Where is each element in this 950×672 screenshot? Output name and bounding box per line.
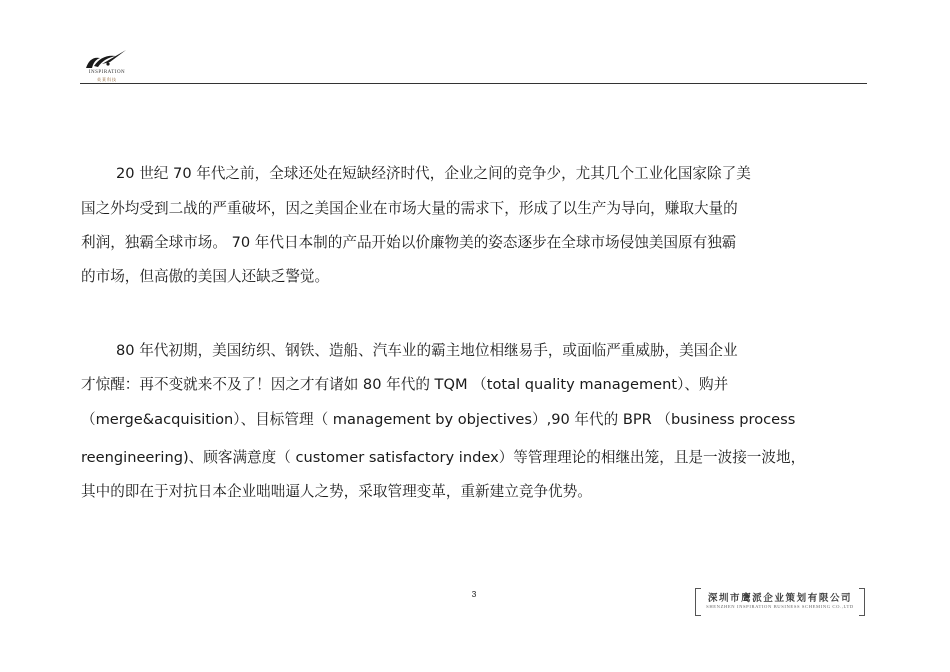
paragraph-1-line-4: 的市场，但高傲的美国人还缺乏警觉。 xyxy=(81,268,330,285)
footer-bracket-left xyxy=(695,588,701,616)
paragraph-2-line-1: 80 年代初期，美国纺织、钢铁、造船、汽车业的霸主地位相继易手，或面临严重威胁，美国企业 xyxy=(116,342,738,359)
page-number: 3 xyxy=(471,589,477,599)
paragraph-1-line-2: 国之外均受到二战的严重破坏，因之美国企业在市场大量的需求下，形成了以生产为导向，赚取大量的 xyxy=(81,200,738,217)
paragraph-2-line-4: reengineering)、顾客满意度（ customer satisfactory index）等管理理论的相继出笼，且是一波接一波地， xyxy=(81,449,806,466)
paragraph-2-line-2: 才惊醒：再不变就来不及了！因之才有诸如 80 年代的 TQM （total quality management）、购并 xyxy=(81,376,729,393)
header-divider xyxy=(80,83,867,84)
footer-company-name: 深圳市鹰派企业策划有限公司 xyxy=(707,593,853,604)
logo-subtext: 英莱科技 xyxy=(97,77,117,82)
footer-company-stamp xyxy=(695,588,865,616)
paragraph-2-line-5: 其中的即在于对抗日本企业咄咄逼人之势，采取管理变革，重新建立竞争优势。 xyxy=(81,483,592,500)
paragraph-1-line-3: 利润，独霸全球市场。 70 年代日本制的产品开始以价廉物美的姿态逐步在全球市场侵蚀美国原有独霸 xyxy=(81,234,737,251)
paragraph-1-line-1: 20 世纪 70 年代之前，全球还处在短缺经济时代，企业之间的竞争少，尤其几个工业化国家除了美 xyxy=(116,165,751,182)
paragraph-2-line-3: （merge&acquisition）、目标管理（ management by objectives）,90 年代的 BPR （business process xyxy=(81,411,796,428)
logo-text: INSPIRATION xyxy=(88,70,126,75)
footer-bracket-right xyxy=(859,588,865,616)
footer-company-name-en: SHENZHEN INSPIRATION BUSINESS SCHEMING CO.,LTD xyxy=(706,604,854,609)
